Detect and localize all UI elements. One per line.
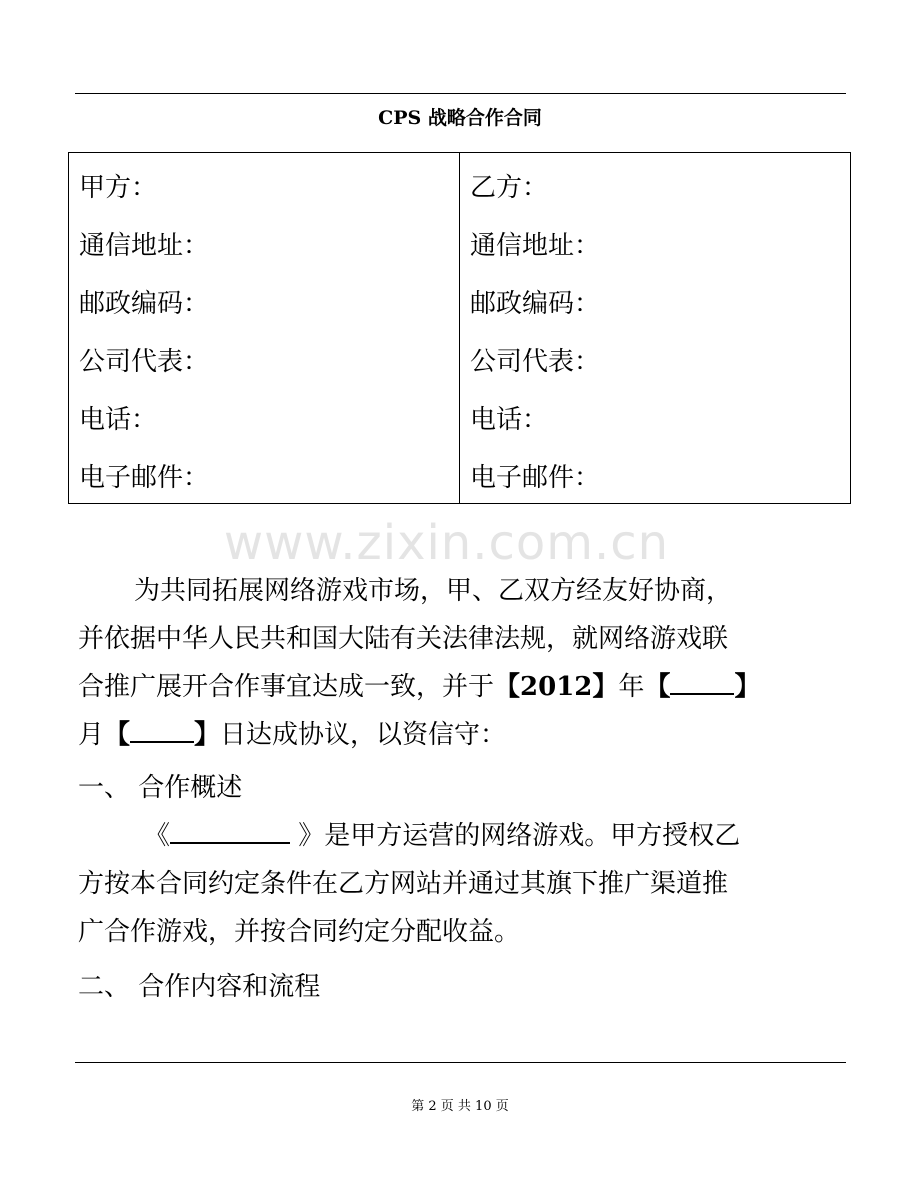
- preamble-paragraph: [78, 567, 848, 759]
- month-suffix: 月: [78, 720, 105, 750]
- document-title: CPS 战略合作合同: [378, 107, 542, 129]
- game-name-blank: [170, 818, 290, 844]
- party-b-email-label: 电子邮件：: [470, 463, 601, 493]
- section-1-paragraph: [78, 812, 848, 956]
- game-quote-open: 《: [144, 821, 171, 851]
- month-blank: [670, 669, 734, 695]
- year-open-bracket: 【: [494, 672, 521, 702]
- party-info-table: [68, 152, 851, 504]
- preamble-line-4: [78, 711, 848, 759]
- preamble-line-4-text: 日达成协议，以资信守：: [220, 720, 507, 750]
- day-blank: [130, 717, 194, 743]
- party-a-address-label: 通信地址：: [79, 231, 210, 261]
- month-close-bracket: 】: [734, 672, 761, 702]
- party-a-phone-label: 电话：: [79, 405, 158, 435]
- footer-rule: [75, 1062, 846, 1063]
- party-b-postcode-label: 邮政编码：: [470, 289, 601, 319]
- game-quote-close: 》: [290, 821, 325, 851]
- section-1-line-1-text: 是甲方运营的网络游戏。甲方授权乙: [324, 821, 741, 851]
- preamble-line-1: 为共同拓展网络游戏市场，甲、乙双方经友好协商，: [134, 576, 733, 606]
- party-b-column: [460, 153, 850, 503]
- day-close-bracket: 】: [194, 720, 221, 750]
- party-b-representative-label: 公司代表：: [470, 347, 601, 377]
- preamble-line-2: 并依据中华人民共和国大陆有关法律法规，就网络游戏联: [78, 624, 729, 654]
- section-2-heading: 二、 合作内容和流程: [78, 972, 321, 1002]
- party-a-email-label: 电子邮件：: [79, 463, 210, 493]
- month-open-bracket: 【: [644, 672, 671, 702]
- day-open-bracket: 【: [104, 720, 131, 750]
- party-a-postcode-label: 邮政编码：: [79, 289, 210, 319]
- section-1-line-1: [78, 812, 848, 860]
- preamble-line-3-text: 合推广展开合作事宜达成一致，并于: [78, 672, 495, 702]
- year-suffix: 年: [618, 672, 645, 702]
- year-value: 2012: [520, 672, 593, 702]
- page-number: 第 2 页 共 10 页: [411, 1099, 509, 1114]
- year-close-bracket: 】: [592, 672, 619, 702]
- section-1-heading: 一、 合作概述: [78, 773, 243, 803]
- party-b-address-label: 通信地址：: [470, 231, 601, 261]
- party-b-name-label: 乙方：: [470, 173, 549, 203]
- header-rule: [75, 93, 846, 94]
- preamble-line-3: [78, 663, 848, 711]
- party-a-representative-label: 公司代表：: [79, 347, 210, 377]
- party-a-column: [69, 153, 460, 503]
- party-a-name-label: 甲方：: [79, 173, 158, 203]
- party-b-phone-label: 电话：: [470, 405, 549, 435]
- section-1-line-2: 方按本合同约定条件在乙方网站并通过其旗下推广渠道推: [78, 869, 729, 899]
- section-1-line-3: 广合作游戏，并按合同约定分配收益。: [78, 917, 521, 947]
- watermark: www.zixin.com.cn: [223, 515, 670, 571]
